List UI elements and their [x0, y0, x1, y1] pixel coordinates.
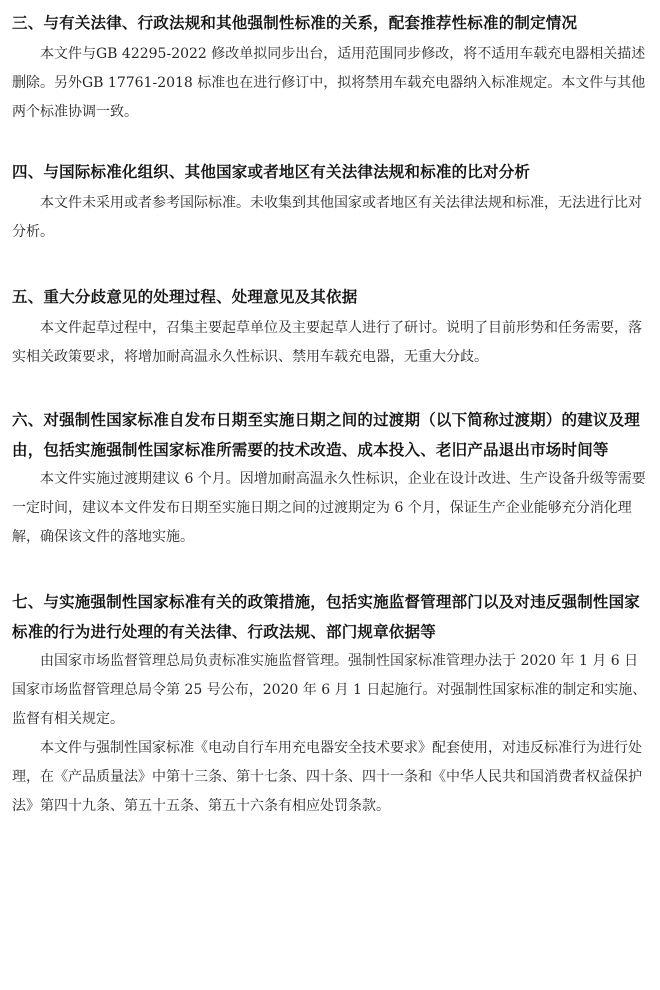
section-5-heading: 五、重大分歧意见的处理过程、处理意见及其依据 — [12, 288, 358, 306]
section-3-paragraph: 本文件与GB 42295-2022 修改单拟同步出台，适用范围同步修改，将不适用车载充电器相关描述删除。另外GB 17761-2018 标准也在进行修订中，拟将禁用车载充电器纳入标准规定。本文件与其他两个标准协调一致。 — [12, 46, 646, 120]
section-6-heading: 六、对强制性国家标准自发布日期至实施日期之间的过渡期（以下简称过渡期）的建议及理由，包括实施强制性国家标准所需要的技术改造、成本投入、老旧产品退出市场时间等 — [12, 411, 641, 459]
section-6-paragraph: 本文件实施过渡期建议 6 个月。因增加耐高温永久性标识，企业在设计改进、生产设备升级等需要一定时间，建议本文件发布日期至实施日期之间的过渡期定为 6 个月，保证生产企业能够充分消化理解，确保该文件的落地实施。 — [12, 471, 646, 545]
section-6 — [12, 405, 648, 552]
section-4-paragraph: 本文件未采用或者参考国际标准。未收集到其他国家或者地区有关法律法规和标准，无法进行比对分析。 — [12, 195, 642, 240]
section-7-paragraph-2: 本文件与强制性国家标准《电动自行车用充电器安全技术要求》配套使用，对违反标准行为进行处理，在《产品质量法》中第十三条、第十七条、四十条、四十一条和《中华人民共和国消费者权益保护法》第四十九条、第五十五条、第五十六条有相应处罚条款。 — [12, 740, 642, 814]
section-5 — [12, 282, 648, 372]
section-4 — [12, 157, 648, 247]
section-3 — [12, 8, 648, 127]
section-7 — [12, 587, 648, 821]
section-3-heading: 三、与有关法律、行政法规和其他强制性标准的关系，配套推荐性标准的制定情况 — [12, 14, 578, 32]
section-7-paragraph-1: 由国家市场监督管理总局负责标准实施监督管理。强制性国家标准管理办法于 2020 年 1 月 6 日国家市场监督管理总局令第 25 号公布，2020 年 6 月 1 日起施行。对强制性国家标准的制定和实施、监督有相关规定。 — [12, 653, 647, 727]
section-4-heading: 四、与国际标准化组织、其他国家或者地区有关法律法规和标准的比对分析 — [12, 163, 531, 181]
section-5-paragraph: 本文件起草过程中，召集主要起草单位及主要起草人进行了研讨。说明了目前形势和任务需要，落实相关政策要求，将增加耐高温永久性标识、禁用车载充电器，无重大分歧。 — [12, 320, 642, 365]
section-7-heading: 七、与实施强制性国家标准有关的政策措施，包括实施监督管理部门以及对违反强制性国家标准的行为进行处理的有关法律、行政法规、部门规章依据等 — [12, 593, 641, 641]
